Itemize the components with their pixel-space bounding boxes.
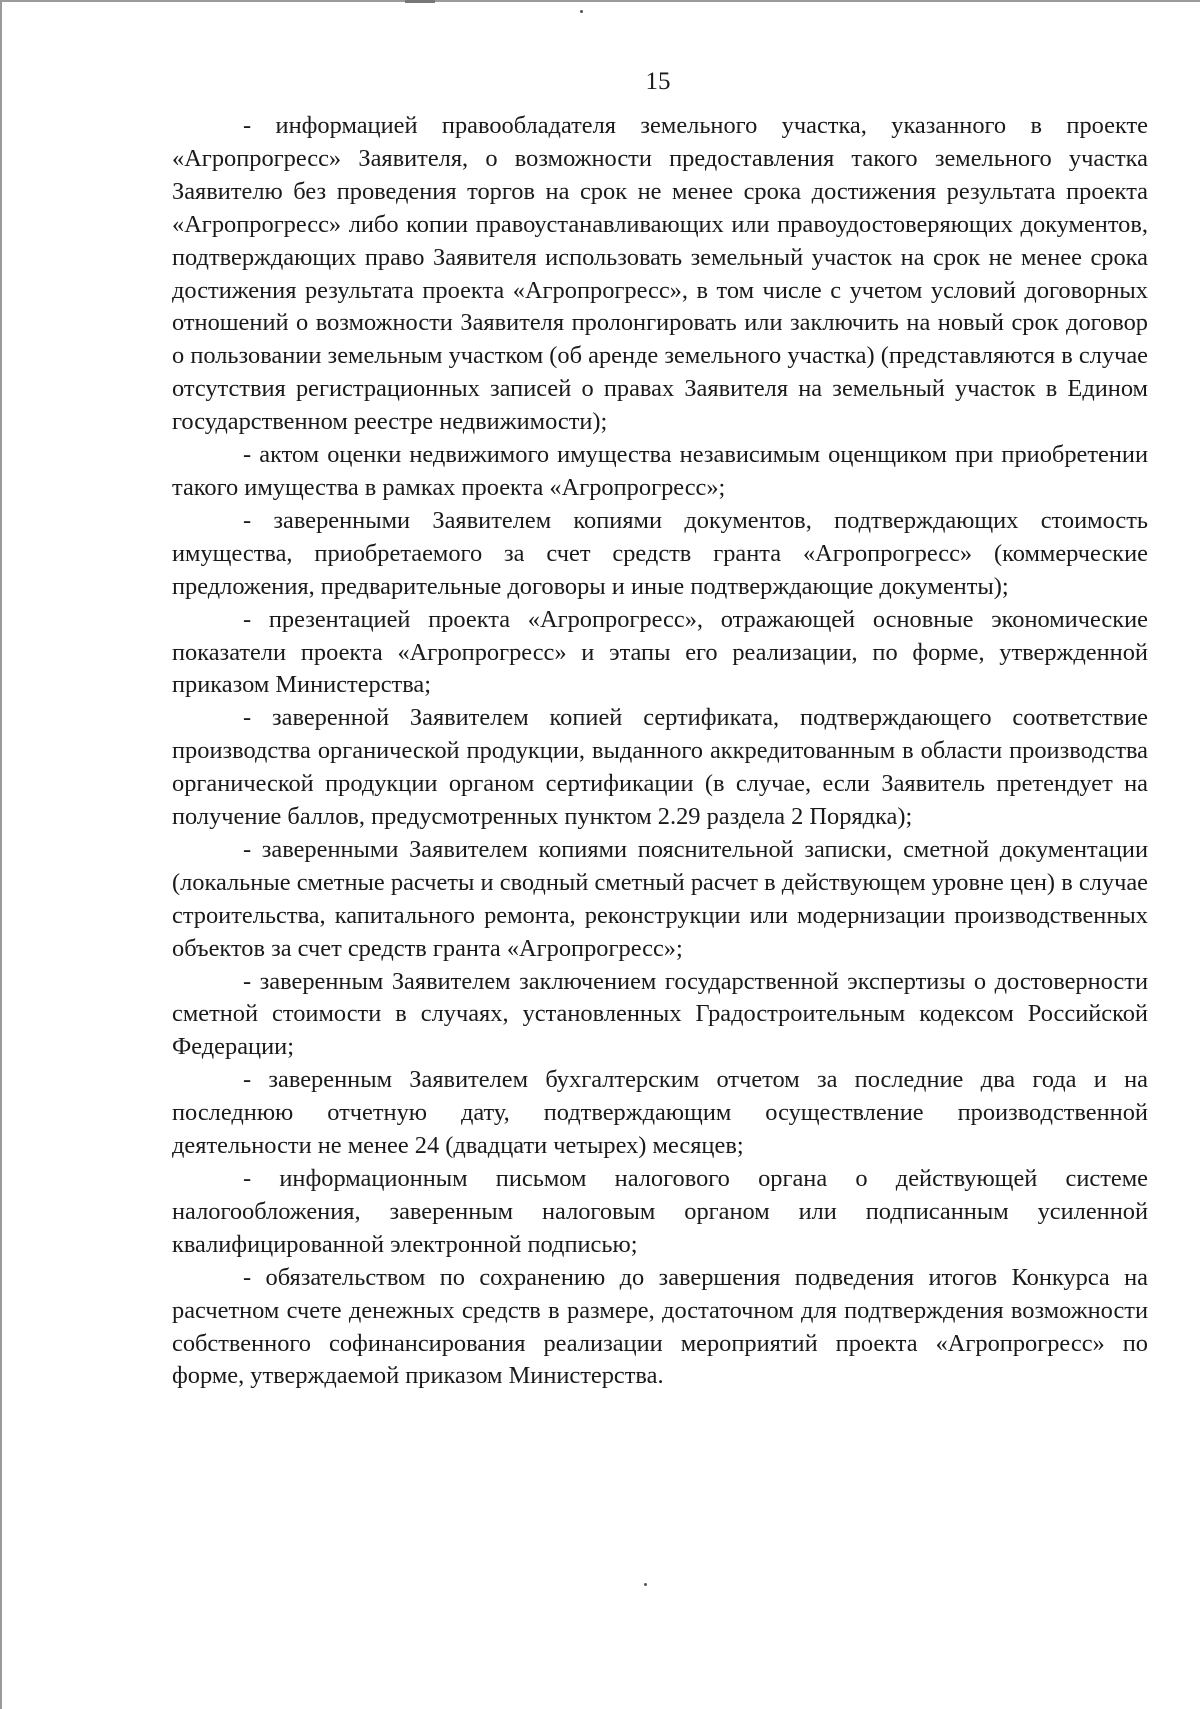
paragraph-funds-obligation: - обязательством по сохранению до завершения подведения итогов Конкурса на расчетном счете денежных средств в размере, достаточном для подтверждения возможности собственного софинансирования реализации мероприятий проекта «Агропрогресс» по форме, утверждаемой приказом Министерства.	[172, 1263, 1148, 1390]
document-body	[172, 110, 1148, 1393]
paragraph-organic-certificate: - заверенной Заявителем копией сертификата, подтверждающего соответствие производства органической продукции, выданного аккредитованным в области производства органической продукции органом сертификации (в случае, если Заявитель претендует на получение баллов, предусмотренных пунктом 2.29 раздела 2 Порядка);	[172, 704, 1148, 831]
scan-edge-top	[0, 0, 1200, 2]
paragraph-accounting-report: - заверенным Заявителем бухгалтерским отчетом за последние два года и на последнюю отчетную дату, подтверждающим осуществление производственной деятельности не менее 24 (двадцати четырех) месяцев;	[172, 1066, 1148, 1160]
scan-speck	[580, 10, 583, 13]
paragraph-property-appraisal: - актом оценки недвижимого имущества независимым оценщиком при приобретении такого имущества в рамках проекта «Агропрогресс»;	[172, 441, 1148, 501]
paragraph-tax-letter: - информационным письмом налогового органа о действующей системе налогообложения, заверенным налоговым органом или подписанным усиленной квалифицированной электронной подписью;	[172, 1165, 1148, 1258]
paragraph-state-expertise: - заверенным Заявителем заключением государственной экспертизы о достоверности сметной стоимости в случаях, установленных Градостроительным кодексом Российской Федерации;	[172, 967, 1148, 1061]
scan-speck	[644, 1583, 647, 1586]
scan-mark	[405, 0, 435, 3]
paragraph-property-cost-documents: - заверенными Заявителем копиями документов, подтверждающих стоимость имущества, приобретаемого за счет средств гранта «Агропрогресс» (коммерческие предложения, предварительные договоры и иные подтверждающие документы);	[172, 506, 1148, 600]
paragraph-project-presentation: - презентацией проекта «Агропрогресс», отражающей основные экономические показатели проекта «Агропрогресс» и этапы его реализации, по форме, утвержденной приказом Министерства;	[172, 605, 1148, 699]
page-number: 15	[645, 68, 671, 95]
scan-edge-left	[0, 0, 2, 1709]
paragraph-land-plot-info: - информацией правообладателя земельного участка, указанного в проекте «Агропрогресс» Заявителя, о возможности предоставления такого земельного участка Заявителю без проведения торгов на срок не менее срока достижения результата проекта «Агропрогресс» либо копии правоустанавливающих или правоудостоверяющих документов, подтверждающих право Заявителя использовать земельный участок на срок не менее срока достижения результата проекта «Агропрогресс», в том числе с учетом условий договорных отношений о возможности Заявителя пролонгировать или заключить на новый срок договор о пользовании земельным участком (об аренде земельного участка) (представляются в случае отсутствия регистрационных записей о правах Заявителя на земельный участок в Едином государственном реестре недвижимости);	[172, 112, 1148, 436]
paragraph-estimate-documentation: - заверенными Заявителем копиями пояснительной записки, сметной документации (локальные сметные расчеты и сводный сметный расчет в действующем уровне цен) в случае строительства, капитального ремонта, реконструкции или модернизации производственных объектов за счет средств гранта «Агропрогресс»;	[172, 835, 1148, 962]
